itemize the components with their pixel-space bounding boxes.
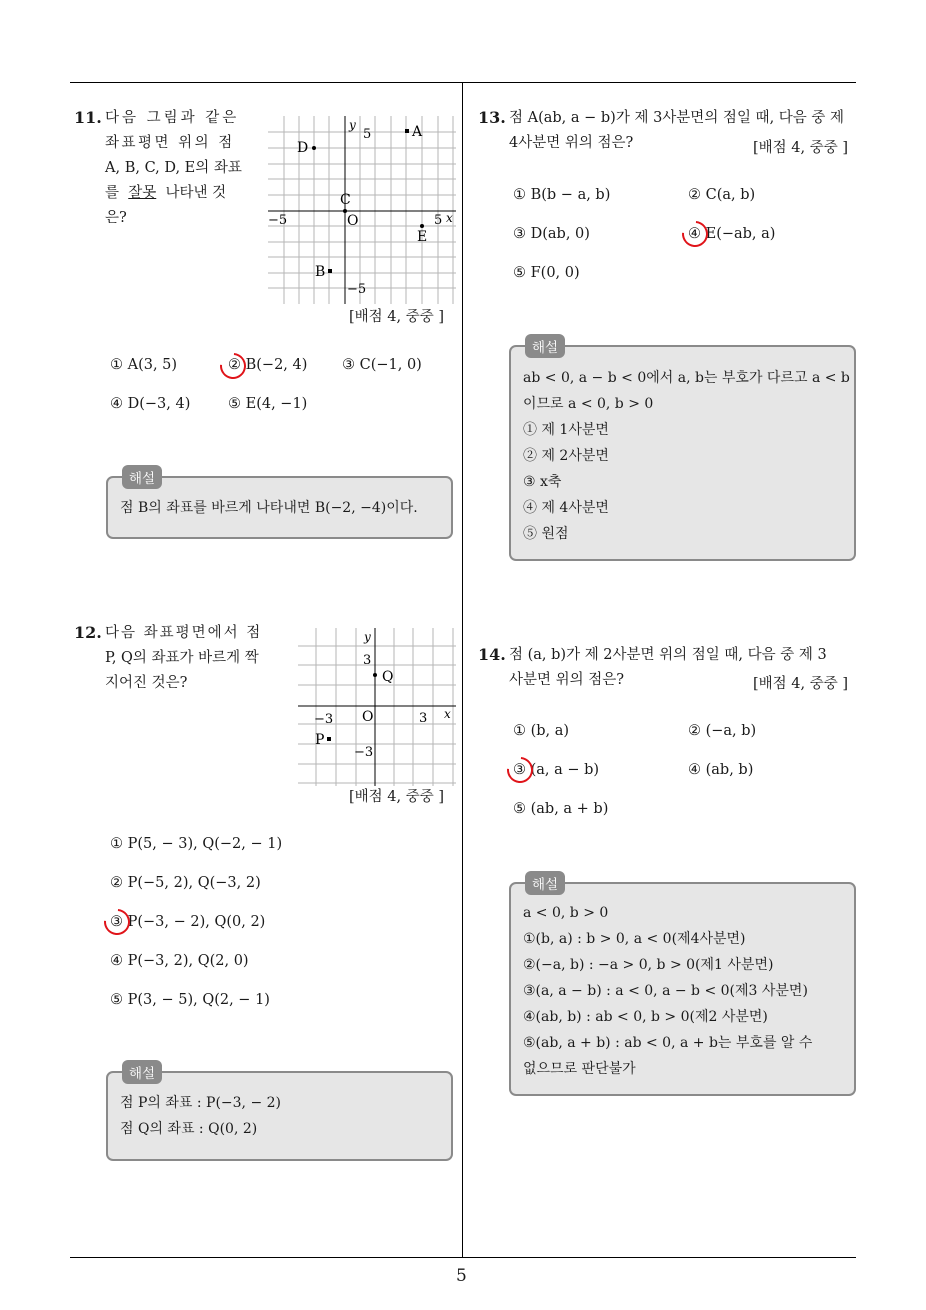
question-line: 사분면 위의 점은? [509,672,625,688]
choice-3[interactable]: ③ C(−1, 0) [342,357,422,373]
page-number: 5 [456,1266,467,1286]
point-label: C [340,192,351,208]
explanation-box [509,340,856,561]
point-label: D [297,140,309,156]
question-text [105,106,247,231]
x-axis-label: x [444,707,451,721]
point-label: Q [382,669,394,685]
choice-3[interactable]: ③ P(−3, − 2), Q(0, 2) [110,914,266,930]
question-line: 다음 그림과 같은 [105,110,240,126]
choice-2[interactable]: ② (−a, b) [688,723,757,739]
explanation-text: ab < 0, a − b < 0에서 a, b는 부호가 다르고 a < b 이므로 a < 0, b > 0 ① 제 1사분면 ② 제 2사분면 ③ x축 ④ 제 4사분면 ⑤ 원점 [523,370,850,542]
question-line: 점 A(ab, a − b)가 제 3사분면의 점일 때, 다음 중 제 [509,110,845,126]
question-line: 지어진 것은? [105,675,188,691]
points-label: [배점 4, 중중 ] [753,140,849,156]
question-line: P, Q의 좌표가 바르게 짝 [105,650,259,666]
choice-4[interactable]: ④ P(−3, 2), Q(2, 0) [110,953,249,969]
point-E [420,224,424,228]
tick-label: −3 [314,712,334,727]
tick-label: 3 [419,711,428,726]
point-Q [373,673,377,677]
tick-label: 5 [363,127,372,142]
point-label: A [412,124,423,140]
coordinate-graph-11 [268,116,456,308]
answer-mark [677,216,714,253]
choice-2[interactable]: ② P(−5, 2), Q(−3, 2) [110,875,261,891]
explanation-text: a < 0, b > 0 ①(b, a) : b > 0, a < 0(제4사분면) ②(−a, b) : −a > 0, b > 0(제1 사분면) ③(a, a − b) : a < 0, a − b < 0(제3 사분면) ④(ab, b) : ab < 0, b > 0(제2 사분면) ⑤(ab, a + b) : ab < 0, a + b는 부호를 알 수 없으므로 판단불가 [523,905,813,1077]
choice-1[interactable]: ① P(5, − 3), Q(−2, − 1) [110,836,283,852]
point-A [405,129,409,133]
explanation-tab: 해설 [525,334,565,358]
choice-5[interactable]: ⑤ F(0, 0) [513,265,580,281]
point-D [312,146,316,150]
explanation-box [106,1066,453,1161]
choice-3[interactable]: ③ D(ab, 0) [513,226,590,242]
explanation-box [509,877,856,1096]
question-line: A, B, C, D, E의 좌표 [105,160,242,176]
choice-4[interactable]: ④ D(−3, 4) [110,396,191,412]
points-label: [배점 4, 중중 ] [349,309,445,325]
point-label: B [315,264,326,280]
underlined-word: 잘못 [128,185,157,201]
question-line: 4사분면 위의 점은? [509,135,634,151]
explanation-text: 점 B의 좌표를 바르게 나타내면 B(−2, −4)이다. [120,500,418,516]
choice-1[interactable]: ① A(3, 5) [110,357,178,373]
tick-label: −5 [347,282,367,297]
choice-5[interactable]: ⑤ (ab, a + b) [513,801,609,817]
question-line: 좌표평면 위의 점 [105,135,235,151]
explanation-tab: 해설 [122,1060,162,1084]
choice-3[interactable]: ③ (a, a − b) [513,762,600,778]
choice-2[interactable]: ② C(a, b) [688,187,756,203]
explanation-box [106,471,453,539]
y-axis-label: y [349,118,356,132]
points-label: [배점 4, 중중 ] [349,789,445,805]
choice-5[interactable]: ⑤ P(3, − 5), Q(2, − 1) [110,992,270,1008]
x-axis-label: x [446,211,453,225]
column-divider [462,82,463,1258]
question-line: 점 (a, b)가 제 2사분면 위의 점일 때, 다음 중 제 3 [509,647,827,663]
point-P [327,737,331,741]
origin-label: O [362,709,374,725]
question-number: 13. [478,108,506,127]
point-B [328,269,332,273]
question-line: 은? [105,210,127,226]
choice-1[interactable]: ① B(b − a, b) [513,187,611,203]
question-text [105,621,285,696]
choice-2[interactable]: ② B(−2, 4) [228,357,308,373]
choice-4[interactable]: ④ E(−ab, a) [688,226,776,242]
bottom-rule [70,1257,856,1258]
answer-mark [502,752,539,789]
point-label: E [417,229,428,245]
point-C [343,209,347,213]
choice-4[interactable]: ④ (ab, b) [688,762,754,778]
top-rule [70,82,856,83]
answer-mark [99,904,136,941]
answer-mark [215,348,252,385]
question-number: 14. [478,645,506,664]
question-line: 다음 좌표평면에서 점 [105,625,263,641]
points-label: [배점 4, 중중 ] [753,676,849,692]
question-number: 12. [74,623,102,642]
explanation-tab: 해설 [122,465,162,489]
choice-1[interactable]: ① (b, a) [513,723,570,739]
origin-label: O [347,213,359,229]
question-number: 11. [74,108,102,127]
explanation-tab: 해설 [525,871,565,895]
tick-label: 3 [363,653,372,668]
coordinate-graph-12 [298,628,456,790]
explanation-text: 점 P의 좌표 : P(−3, − 2) 점 Q의 좌표 : Q(0, 2) [120,1095,282,1137]
question-line: 를 잘못 나타낸 것 [105,185,227,201]
tick-label: 5 [434,213,443,228]
y-axis-label: y [364,630,371,644]
tick-label: −5 [268,213,288,228]
tick-label: −3 [354,745,374,760]
point-label: P [315,732,325,748]
choice-5[interactable]: ⑤ E(4, −1) [228,396,308,412]
